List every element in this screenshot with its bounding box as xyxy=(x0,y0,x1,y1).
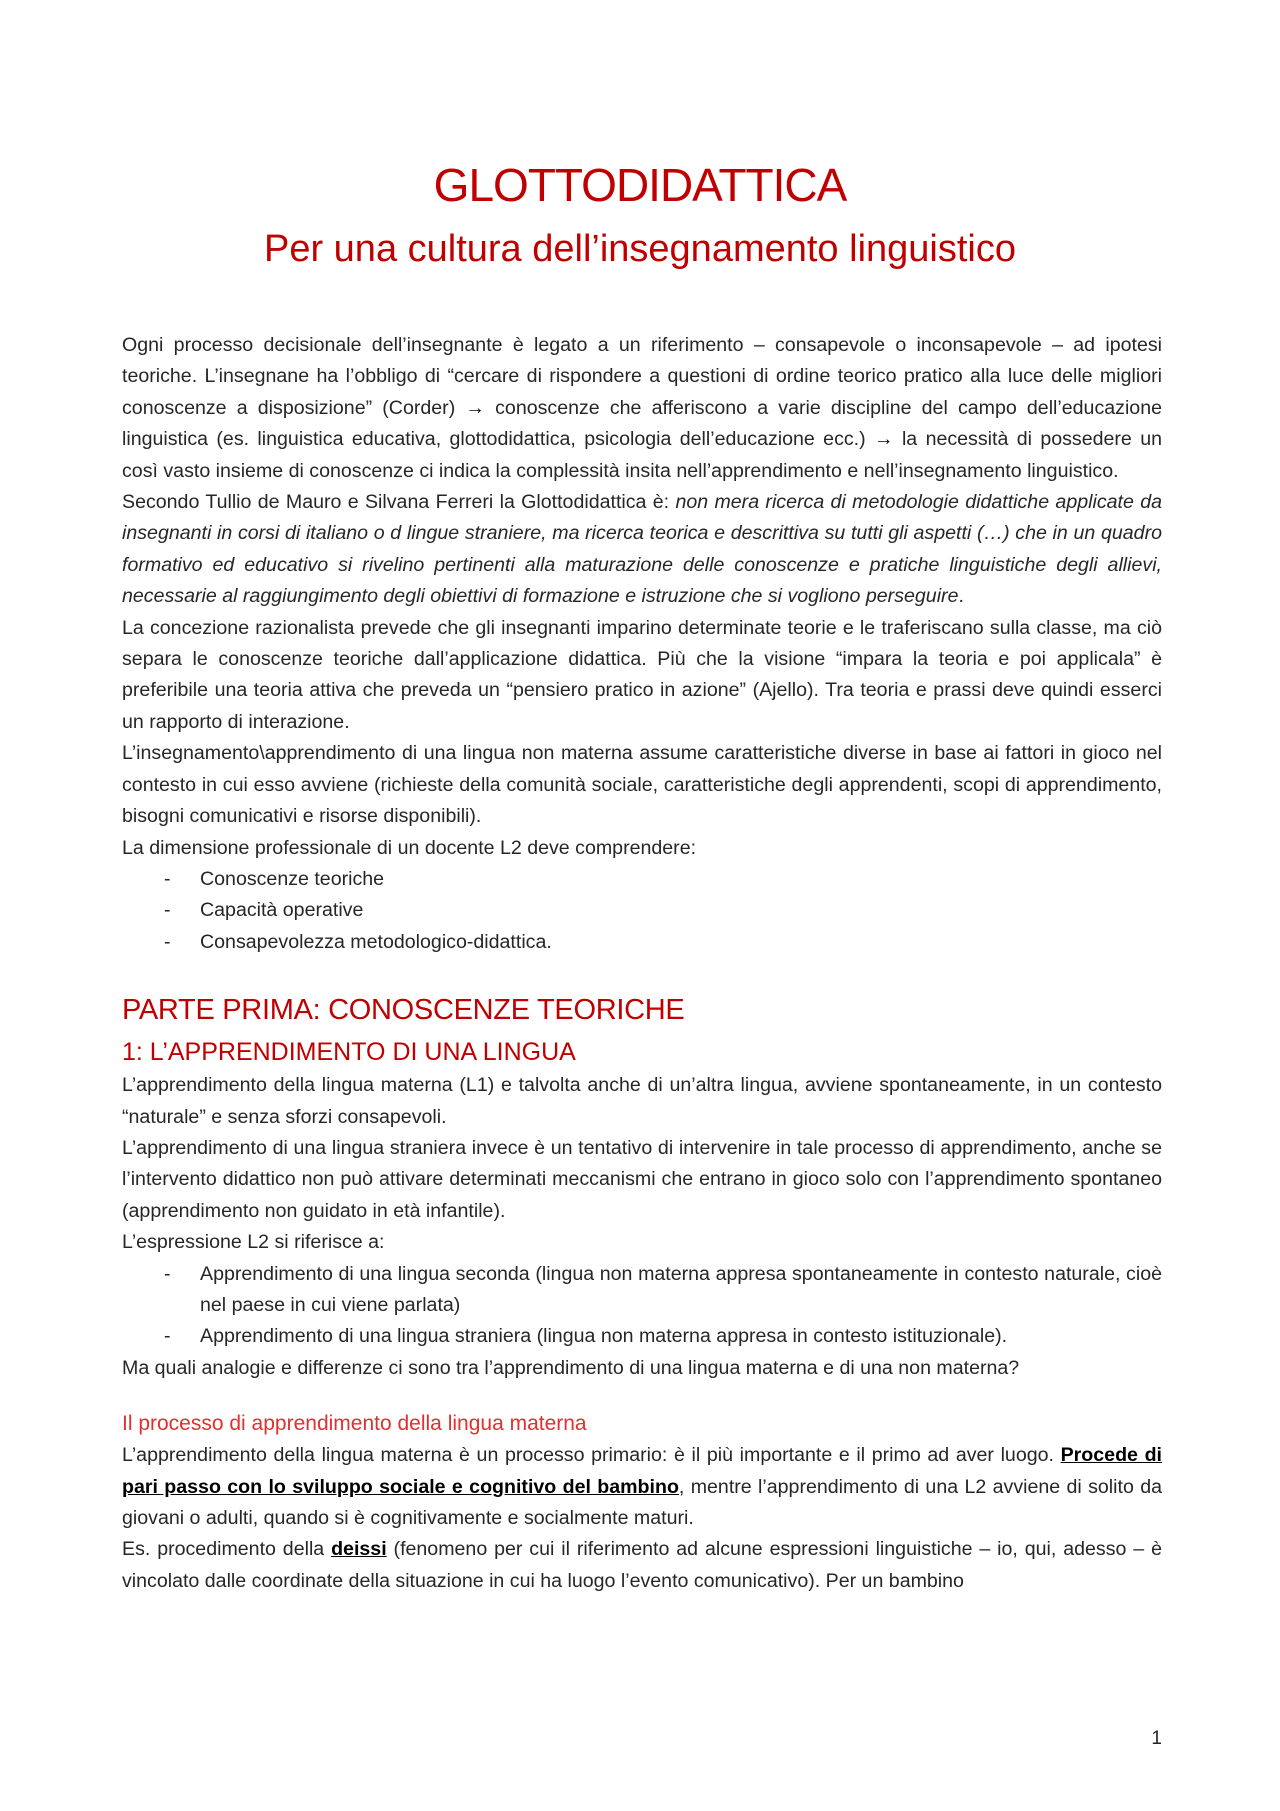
dash-icon: - xyxy=(164,930,171,953)
section-text: (fenomeno per cui il riferimento ad alcune espressioni linguistiche – io, qui, adesso – è vincolato dalle coordinate della situazione in cui ha luogo l’evento comunicativo). Per un bambino xyxy=(122,1538,1162,1592)
list-item xyxy=(122,1321,1162,1352)
section-text: Es. procedimento della xyxy=(122,1538,332,1561)
document-subtitle: Per una cultura dell’insegnamento linguistico xyxy=(263,228,1016,270)
intro-paragraph-4: L’insegnamento\apprendimento di una lingua non materna assume caratteristiche diverse in base ai fattori in gioco nel contesto in cui esso avviene (richieste della comunità sociale, caratteristiche degli apprendenti, scopi di apprendimento, bisogni comunicativi e risorse disponibili). xyxy=(122,742,1162,828)
intro-text: la necessità di possedere un così vasto insieme di conoscenze ci indica la complessità insita nell’apprendimento e nell’insegnamento linguistico. xyxy=(122,428,1162,482)
definition-quote: non mera ricerca di metodologie didattiche applicate da insegnanti in corsi di italiano o d lingue straniere, ma ricerca teorica e descrittiva su tutti gli aspetti (…) che in un quadro formativo ed educativo si rivelino pertinenti alla maturazione delle conoscenze e pratiche linguistiche degli allievi, necessarie al raggiungimento degli obiettivi di formazione e istruzione che si vogliono perseguire xyxy=(122,491,1162,608)
l2-list xyxy=(122,1259,1162,1353)
skills-list xyxy=(122,864,1162,958)
list-item xyxy=(122,1259,1162,1322)
list-item-text: Conoscenze teoriche xyxy=(200,867,385,890)
part-heading: PARTE PRIMA: CONOSCENZE TEORICHE xyxy=(122,994,685,1027)
list-item-text: Consapevolezza metodologico-didattica. xyxy=(200,930,552,953)
intro-paragraph-1 xyxy=(122,330,1162,487)
underlined-term: deissi xyxy=(331,1538,387,1561)
chapter-paragraph-2: L’apprendimento di una lingua straniera invece è un tentativo di intervenire in tale processo di apprendimento, anche se l’intervento didattico non può attivare determinati meccanismi che entrano in gioco solo con l’apprendimento spontaneo (apprendimento non guidato in età infantile). xyxy=(122,1136,1162,1222)
list-item-text: Apprendimento di una lingua seconda (lingua non materna appresa spontaneamente in contesto naturale, cioè nel paese in cui viene parlata) xyxy=(200,1262,1162,1316)
chapter-paragraph-4: Ma quali analogie e differenze ci sono tra l’apprendimento di una lingua materna e di una non materna? xyxy=(122,1356,1020,1379)
document-body xyxy=(122,330,1162,1597)
intro-text: . xyxy=(958,585,964,608)
list-item-text: Apprendimento di una lingua straniera (lingua non materna appresa in contesto istituzionale). xyxy=(200,1325,1008,1348)
section-heading: Il processo di apprendimento della lingua materna xyxy=(122,1412,587,1436)
dash-icon: - xyxy=(164,867,171,890)
intro-text: Ogni processo decisionale dell’insegnante è legato a un riferimento – consapevole o inconsapevole – ad ipotesi teoriche. L’insegnane ha l’obbligo di “cercare di rispondere a questioni di ordine teorico pratico alla luce delle migliori conoscenze a disposizione” (Corder) xyxy=(122,334,1162,419)
page-number: 1 xyxy=(1151,1728,1162,1749)
dash-icon: - xyxy=(164,1262,171,1285)
arrow-icon: → xyxy=(874,428,894,451)
chapter-paragraph-1: L’apprendimento della lingua materna (L1) e talvolta anche di un’altra lingua, avviene spontaneamente, in un contesto “naturale” e senza sforzi consapevoli. xyxy=(122,1074,1162,1128)
section-text: , mentre l’apprendimento di una L2 avviene di solito da giovani o adulti, quando si è cognitivamente e socialmente maturi. xyxy=(122,1475,1163,1529)
list-item xyxy=(122,895,1162,926)
section-paragraph-1 xyxy=(122,1440,1162,1534)
arrow-icon: → xyxy=(465,396,485,419)
dash-icon: - xyxy=(164,899,171,922)
dash-icon: - xyxy=(164,1325,171,1348)
intro-text: Secondo Tullio de Mauro e Silvana Ferreri la Glottodidattica è: xyxy=(122,491,676,514)
list-item xyxy=(122,927,1162,958)
intro-paragraph-2 xyxy=(122,487,1162,613)
intro-paragraph-3: La concezione razionalista prevede che gli insegnanti imparino determinate teorie e le traferiscano sulla classe, ma ciò separa le conoscenze teoriche dall’applicazione didattica. Più che la visione “impara la teoria e poi applicala” è preferibile una teoria attiva che preveda un “pensiero pratico in azione” (Ajello). Tra teoria e prassi deve quindi esserci un rapporto di interazione. xyxy=(122,616,1162,733)
chapter-paragraph-3: L’espressione L2 si riferisce a: xyxy=(122,1231,385,1254)
underlined-emphasis: Procede di pari passo con lo sviluppo sociale e cognitivo del bambino xyxy=(122,1444,1162,1498)
intro-paragraph-5: La dimensione professionale di un docente L2 deve comprendere: xyxy=(122,836,697,859)
list-item-text: Capacità operative xyxy=(200,899,364,922)
document-title: GLOTTODIDATTICA xyxy=(433,159,847,211)
section-text: L’apprendimento della lingua materna è un processo primario: è il più importante e il primo ad aver luogo. xyxy=(122,1444,1061,1467)
intro-text: conoscenze che afferiscono a varie discipline del campo dell’educazione linguistica (es. linguistica educativa, glottodidattica, psicologia dell’educazione ecc.) xyxy=(122,396,1162,451)
chapter-heading: 1: L’APPRENDIMENTO DI UNA LINGUA xyxy=(122,1038,576,1067)
section-paragraph-2 xyxy=(122,1534,1162,1597)
list-item xyxy=(122,864,1162,895)
